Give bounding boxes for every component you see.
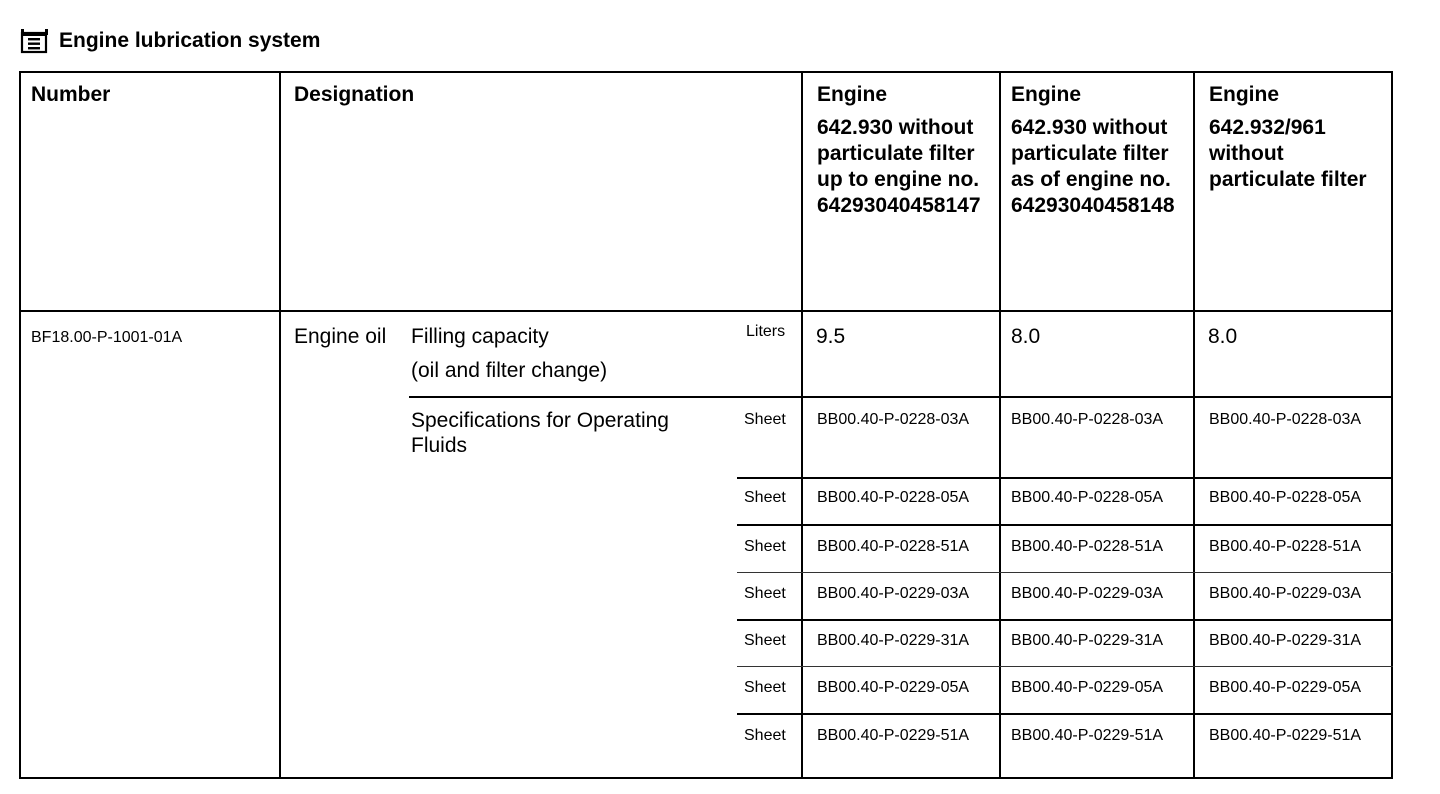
- header-designation: Designation: [294, 83, 415, 106]
- header-engine-3: Engine 642.932/961 without particulate filter: [1209, 83, 1367, 191]
- filling-value-engine-3: 8.0: [1208, 325, 1238, 348]
- sheet-ref-engine-2: BB00.40-P-0229-05A: [1011, 679, 1164, 696]
- header-engine-1: Engine 642.930 without particulate filter up to engine no. 64293040458147: [817, 83, 981, 217]
- sheet-ref-engine-3: BB00.40-P-0228-51A: [1209, 538, 1362, 555]
- section-heading: [20, 26, 320, 56]
- sheet-ref-engine-1: BB00.40-P-0229-51A: [817, 727, 970, 744]
- sheet-ref-engine-2: BB00.40-P-0229-51A: [1011, 727, 1164, 744]
- sheet-ref-engine-1: BB00.40-P-0229-05A: [817, 679, 970, 696]
- sheet-ref-engine-3: BB00.40-P-0229-03A: [1209, 585, 1362, 602]
- sheet-ref-engine-3: BB00.40-P-0228-03A: [1209, 411, 1362, 428]
- sheet-ref-engine-3: BB00.40-P-0229-05A: [1209, 679, 1362, 696]
- sheet-ref-engine-2: BB00.40-P-0228-51A: [1011, 538, 1164, 555]
- page-title: Engine lubrication system: [59, 29, 321, 52]
- sheet-unit: Sheet: [744, 679, 786, 696]
- sheet-unit: Sheet: [744, 411, 786, 428]
- sheet-unit: Sheet: [744, 727, 786, 744]
- lubrication-table: [19, 71, 1393, 779]
- sheet-ref-engine-1: BB00.40-P-0228-03A: [817, 411, 970, 428]
- document-list-icon: [20, 27, 50, 55]
- filling-unit: Liters: [746, 323, 786, 340]
- sheet-ref-engine-2: BB00.40-P-0228-05A: [1011, 489, 1164, 506]
- sheet-unit: Sheet: [744, 538, 786, 555]
- sheet-ref-engine-3: BB00.40-P-0228-05A: [1209, 489, 1362, 506]
- sheet-ref-engine-1: BB00.40-P-0229-03A: [817, 585, 970, 602]
- sheet-ref-engine-3: BB00.40-P-0229-51A: [1209, 727, 1362, 744]
- filling-value-engine-1: 9.5: [816, 325, 846, 348]
- sheet-ref-engine-2: BB00.40-P-0229-03A: [1011, 585, 1164, 602]
- sheet-ref-engine-1: BB00.40-P-0228-51A: [817, 538, 970, 555]
- filling-value-engine-2: 8.0: [1011, 325, 1041, 348]
- row-number: BF18.00-P-1001-01A: [31, 329, 183, 346]
- filling-capacity-label: Filling capacity: [411, 325, 549, 348]
- specifications-label: Specifications for Operating Fluids: [411, 409, 669, 457]
- header-number: Number: [31, 83, 111, 106]
- sheet-ref-engine-1: BB00.40-P-0228-05A: [817, 489, 970, 506]
- sheet-ref-engine-3: BB00.40-P-0229-31A: [1209, 632, 1362, 649]
- sheet-unit: Sheet: [744, 632, 786, 649]
- sheet-unit: Sheet: [744, 585, 786, 602]
- sheet-ref-engine-2: BB00.40-P-0228-03A: [1011, 411, 1164, 428]
- filling-capacity-sublabel: (oil and filter change): [411, 359, 608, 382]
- sheet-ref-engine-2: BB00.40-P-0229-31A: [1011, 632, 1164, 649]
- row-designation: Engine oil: [294, 325, 387, 348]
- sheet-ref-engine-1: BB00.40-P-0229-31A: [817, 632, 970, 649]
- sheet-unit: Sheet: [744, 489, 786, 506]
- header-engine-2: Engine 642.930 without particulate filter as of engine no. 64293040458148: [1011, 83, 1175, 217]
